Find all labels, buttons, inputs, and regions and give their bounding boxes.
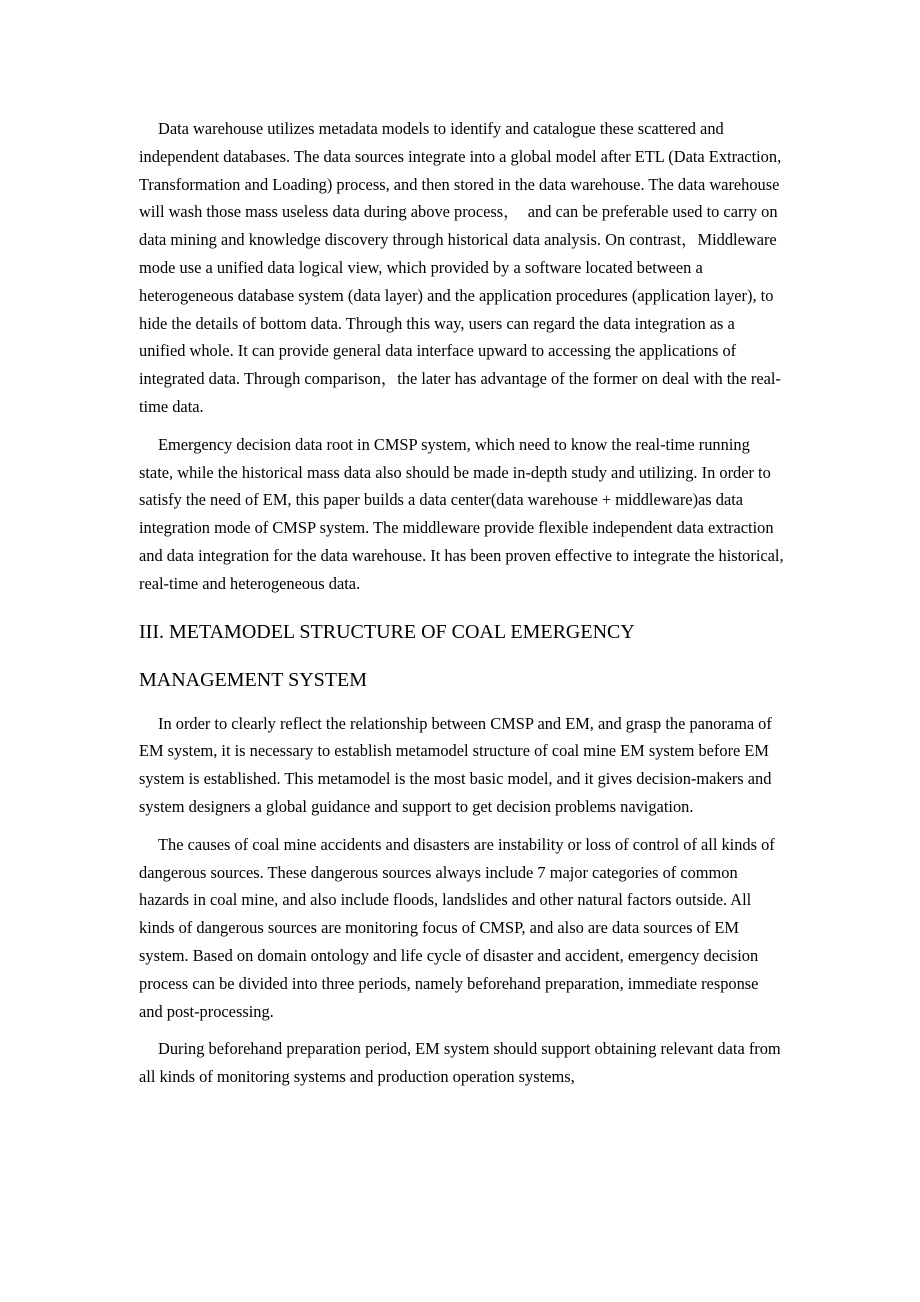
- paragraph-emergency-decision-data: Emergency decision data root in CMSP system, which need to know the real-time running state, while the historical mass data also should be made in-depth study and utilizing. In order to satisfy the need of EM, this paper builds a data center(data warehouse + middleware)as data integration mode of CMSP system. The middleware provide flexible independent data extraction and data integration for the data warehouse. It has been proven effective to integrate the historical, real-time and heterogeneous data.: [139, 434, 784, 593]
- section-heading-line-1: III. METAMODEL STRUCTURE OF COAL EMERGENCY: [139, 620, 635, 643]
- document-page: [139, 115, 784, 1101]
- paragraph-metamodel-intro: In order to clearly reflect the relationship between CMSP and EM, and grasp the panorama of EM system, it is necessary to establish metamodel structure of coal mine EM system before EM system is established. This metamodel is the most basic model, and it gives decision-makers and system designers a global guidance and support to get decision problems navigation.: [139, 713, 772, 816]
- section-heading-line-2: MANAGEMENT SYSTEM: [139, 668, 367, 691]
- paragraph-data-warehouse: Data warehouse utilizes metadata models to identify and catalogue these scattered and independent databases. The data sources integrate into a global model after ETL (Data Extraction, Transformation and Loading) process, and then stored in the data warehouse. The data warehouse will wash those mass useless data during above process， and can be preferable used to carry on data mining and knowledge discovery through historical data analysis. On contrast，Middleware mode use a unified data logical view, which provided by a software located between a heterogeneous database system (data layer) and the application procedures (application layer), to hide the details of bottom data. Through this way, users can regard the data integration as a unified whole. It can provide general data interface upward to accessing the applications of integrated data. Through comparison，the later has advantage of the former on deal with the real-time data.: [139, 119, 782, 416]
- paragraph-beforehand-preparation: During beforehand preparation period, EM system should support obtaining relevant data from all kinds of monitoring systems and production operation systems,: [139, 1039, 781, 1087]
- paragraph-accident-causes: The causes of coal mine accidents and disasters are instability or loss of control of all kinds of dangerous sources. These dangerous sources always include 7 major categories of common hazards in coal mine, and also include floods, landslides and other natural factors outside. All kinds of dangerous sources are monitoring focus of CMSP, and also are data sources of EM system. Based on domain ontology and life cycle of disaster and accident, emergency decision process can be divided into three periods, namely beforehand preparation, immediate response and post-processing.: [139, 834, 775, 1021]
- section-heading: [139, 608, 784, 704]
